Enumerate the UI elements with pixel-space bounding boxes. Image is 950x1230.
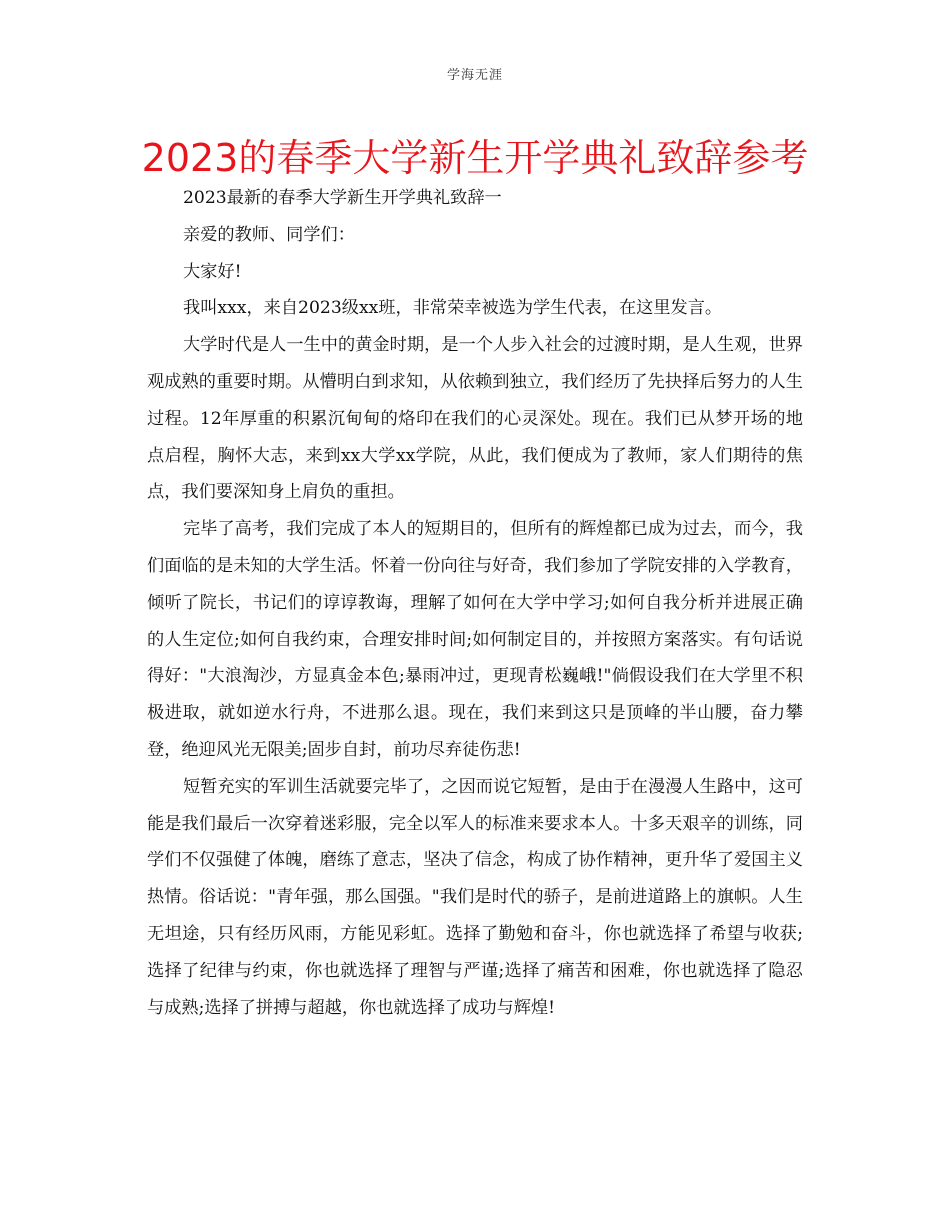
document-title: 2023的春季大学新生开学典礼致辞参考: [141, 136, 809, 180]
page-header-label: 学海无涯: [446, 68, 503, 83]
paragraph-greeting: 大家好!: [183, 261, 242, 282]
document-body: [147, 180, 803, 1026]
paragraph-after-exam: 完毕了高考，我们完成了本人的短期目的，但所有的辉煌都已成为过去，而今，我们面临的是未知的大学生活。怀着一份向往与好奇，我们参加了学院安排的入学教育，倾听了院长，书记们的谆谆教诲，理解了如何在大学中学习;如何自我分析并进展正确的人生定位;如何自我约束，合理安排时间;如何制定目的，并按照方案落实。有句话说得好："大浪淘沙，方显真金本色;暴雨冲过，更现青松巍峨!"倘假设我们在大学里不积极进取，就如逆水行舟，不进那么退。现在，我们来到这只是顶峰的半山腰，奋力攀登，绝迎风光无限美;固步自封，前功尽弃徒伤悲!: [147, 519, 803, 760]
paragraph-university-era: 大学时代是人一生中的黄金时期，是一个人步入社会的过渡时期，是人生观，世界观成熟的重要时期。从懵明白到求知，从依赖到独立，我们经历了先抉择后努力的人生过程。12年厚重的积累沉甸甸的烙印在我们的心灵深处。现在。我们已从梦开场的地点启程，胸怀大志，来到xx大学xx学院，从此，我们便成为了教师，家人们期待的焦点，我们要深知身上肩负的重担。: [147, 335, 803, 503]
paragraph-subtitle: 2023最新的春季大学新生开学典礼致辞一: [183, 188, 502, 208]
paragraph-military-training: 短暂充实的军训生活就要完毕了，之因而说它短暂，是由于在漫漫人生路中，这可能是我们最后一次穿着迷彩服，完全以军人的标准来要求本人。十多天艰辛的训练，同学们不仅强健了体魄，磨练了意志，坚决了信念，构成了协作精神，更升华了爱国主义热情。俗话说："青年强，那么国强。"我们是时代的骄子，是前进道路上的旗帜。人生无坦途，只有经历风雨，方能见彩虹。选择了勤勉和奋斗，你也就选择了希望与收获;选择了纪律与约束，你也就选择了理智与严谨;选择了痛苦和困难，你也就选择了隐忍与成熟;选择了拼搏与超越，你也就选择了成功与辉煌!: [147, 776, 803, 1018]
paragraph-salutation: 亲爱的教师、同学们：: [183, 224, 355, 245]
paragraph-introduction: 我叫xxx，来自2023级xx班，非常荣幸被选为学生代表，在这里发言。: [183, 298, 723, 319]
